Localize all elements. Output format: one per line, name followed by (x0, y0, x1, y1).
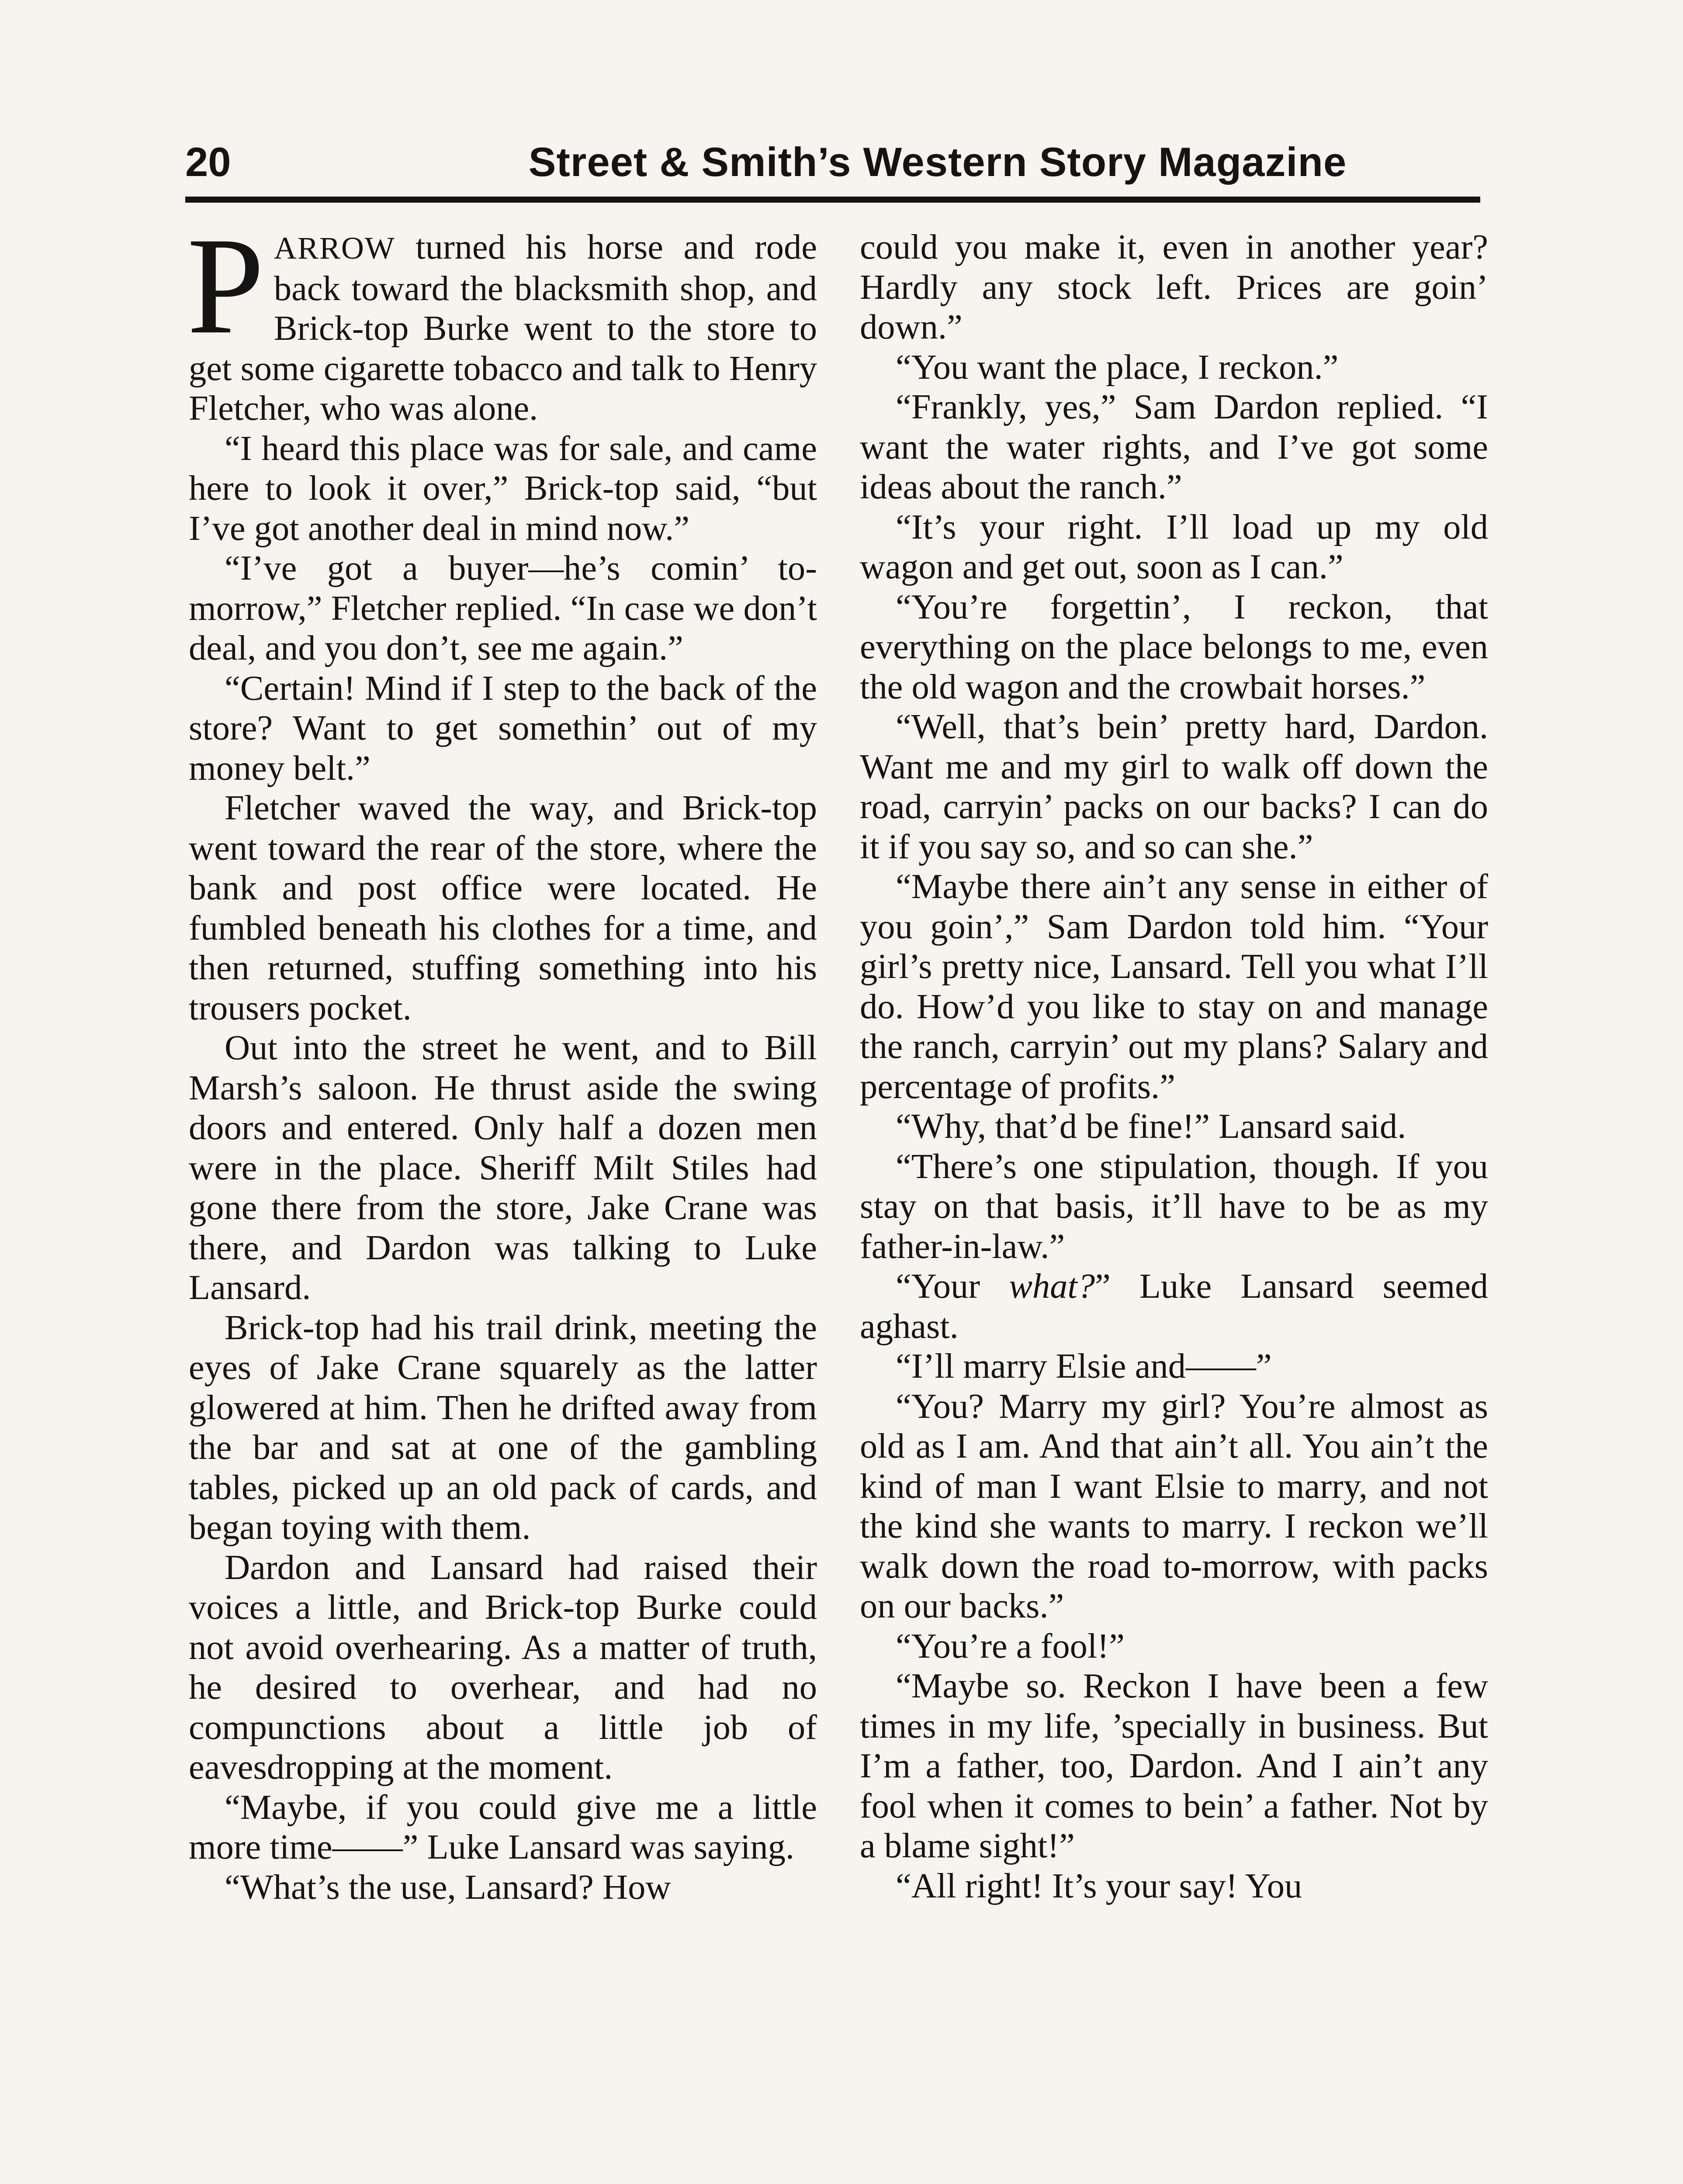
italic-para-end: ” Luke Lansard seemed aghast. (860, 1267, 1488, 1346)
story-paragraph: “I’ve got a buyer—he’s comin’ to-morrow,” Fletcher replied. “In case we don’t deal, and you don’t, see me again.” (189, 549, 817, 667)
page-number: 20 (185, 139, 231, 185)
story-paragraph: could you make it, even in another year? Hardly any stock left. Prices are goin’ down.” (860, 228, 1488, 346)
story-paragraph: “Maybe, if you could give me a little more time——” Luke Lansard was saying. (189, 1787, 817, 1866)
story-paragraph: “I heard this place was for sale, and came here to look it over,” Brick-top said, “but I’ve got another deal in mind now.” (189, 429, 817, 548)
italic-word: what? (1009, 1267, 1095, 1306)
story-paragraph: “Maybe there ain’t any sense in either of you goin’,” Sam Dardon told him. “Your girl’s pretty nice, Lansard. Tell you what I’ll do. How’d you like to stay on and manage the ranch, carryin’ out my plans? Salary and percentage of profits.” (860, 867, 1488, 1106)
story-paragraph: “You’re forgettin’, I reckon, that everything on the place belongs to me, even the old wagon and the crowbait horses.” (860, 587, 1488, 706)
opening-paragraph (187, 209, 817, 429)
italic-para-start: “Your (896, 1267, 1009, 1306)
story-paragraph: Brick-top had his trail drink, meeting the eyes of Jake Crane squarely as the latter glowered at him. Then he drifted away from the bar and sat at one of the gambling tables, picked up an old pack of cards, and began toying with them. (189, 1308, 817, 1547)
right-column (860, 227, 1488, 1906)
drop-cap: P (187, 209, 264, 363)
story-paragraph: “You want the place, I reckon.” (896, 347, 1339, 387)
story-paragraph-italic (860, 1266, 1488, 1346)
opening-text: turned his horse and rode back toward the blacksmith shop, and Brick-top Burke went to the store to get some cigarette tobacco and talk to Henry Fletcher, who was alone. (189, 228, 817, 428)
story-paragraph: Dardon and Lansard had raised their voices a little, and Brick-top Burke could not avoid overhearing. As a matter of truth, he desired to overhear, and had no compunctions about a little job of eavesdropping at the moment. (189, 1548, 817, 1787)
story-paragraph: “Maybe so. Reckon I have been a few times in my life, ’specially in business. But I’m a father, too, Dardon. And I ain’t any fool when it comes to bein’ a father. Not by a blame sight!” (860, 1666, 1488, 1865)
story-paragraph: “There’s one stipulation, though. If you stay on that basis, it’ll have to be as my father-in-law.” (860, 1147, 1488, 1266)
opening-small-caps: ARROW (274, 231, 395, 266)
story-paragraph: “You’re a fool!” (896, 1626, 1125, 1666)
story-paragraph: “You? Marry my girl? You’re almost as old as I am. And that ain’t all. You ain’t the kind of man I want Elsie to marry, and not the kind she wants to marry. I reckon we’ll walk down the road to-morrow, with packs on our backs.” (860, 1386, 1488, 1625)
story-paragraph: “Why, that’d be fine!” Lansard said. (896, 1107, 1406, 1146)
story-paragraph: “I’ll marry Elsie and——” (896, 1347, 1272, 1386)
story-paragraph: “What’s the use, Lansard? How (225, 1867, 671, 1907)
story-paragraph: Fletcher waved the way, and Brick-top went toward the rear of the store, where the bank and post office were located. He fumbled beneath his clothes for a time, and then returned, stuffing something into his trousers pocket. (189, 788, 817, 1027)
running-header (185, 131, 1480, 203)
magazine-title: Street & Smith’s Western Story Magazine (528, 139, 1347, 185)
story-paragraph: Out into the street he went, and to Bill Marsh’s saloon. He thrust aside the swing doors and entered. Only half a dozen men were in the place. Sheriff Milt Stiles had gone there from the store, Jake Crane was there, and Dardon was talking to Luke Lansard. (189, 1028, 817, 1307)
story-paragraph: “It’s your right. I’ll load up my old wagon and get out, soon as I can.” (860, 507, 1488, 586)
story-paragraph: “All right! It’s your say! You (896, 1866, 1302, 1905)
story-paragraph: “Frankly, yes,” Sam Dardon replied. “I want the water rights, and I’ve got some ideas about the ranch.” (860, 387, 1488, 506)
story-paragraph: “Certain! Mind if I step to the back of the store? Want to get somethin’ out of my money belt.” (189, 668, 817, 788)
left-column (187, 209, 817, 1907)
story-paragraph: “Well, that’s bein’ pretty hard, Dardon. Want me and my girl to walk off down the road, carryin’ packs on our backs? I can do it if you say so, and so can she.” (860, 707, 1488, 866)
